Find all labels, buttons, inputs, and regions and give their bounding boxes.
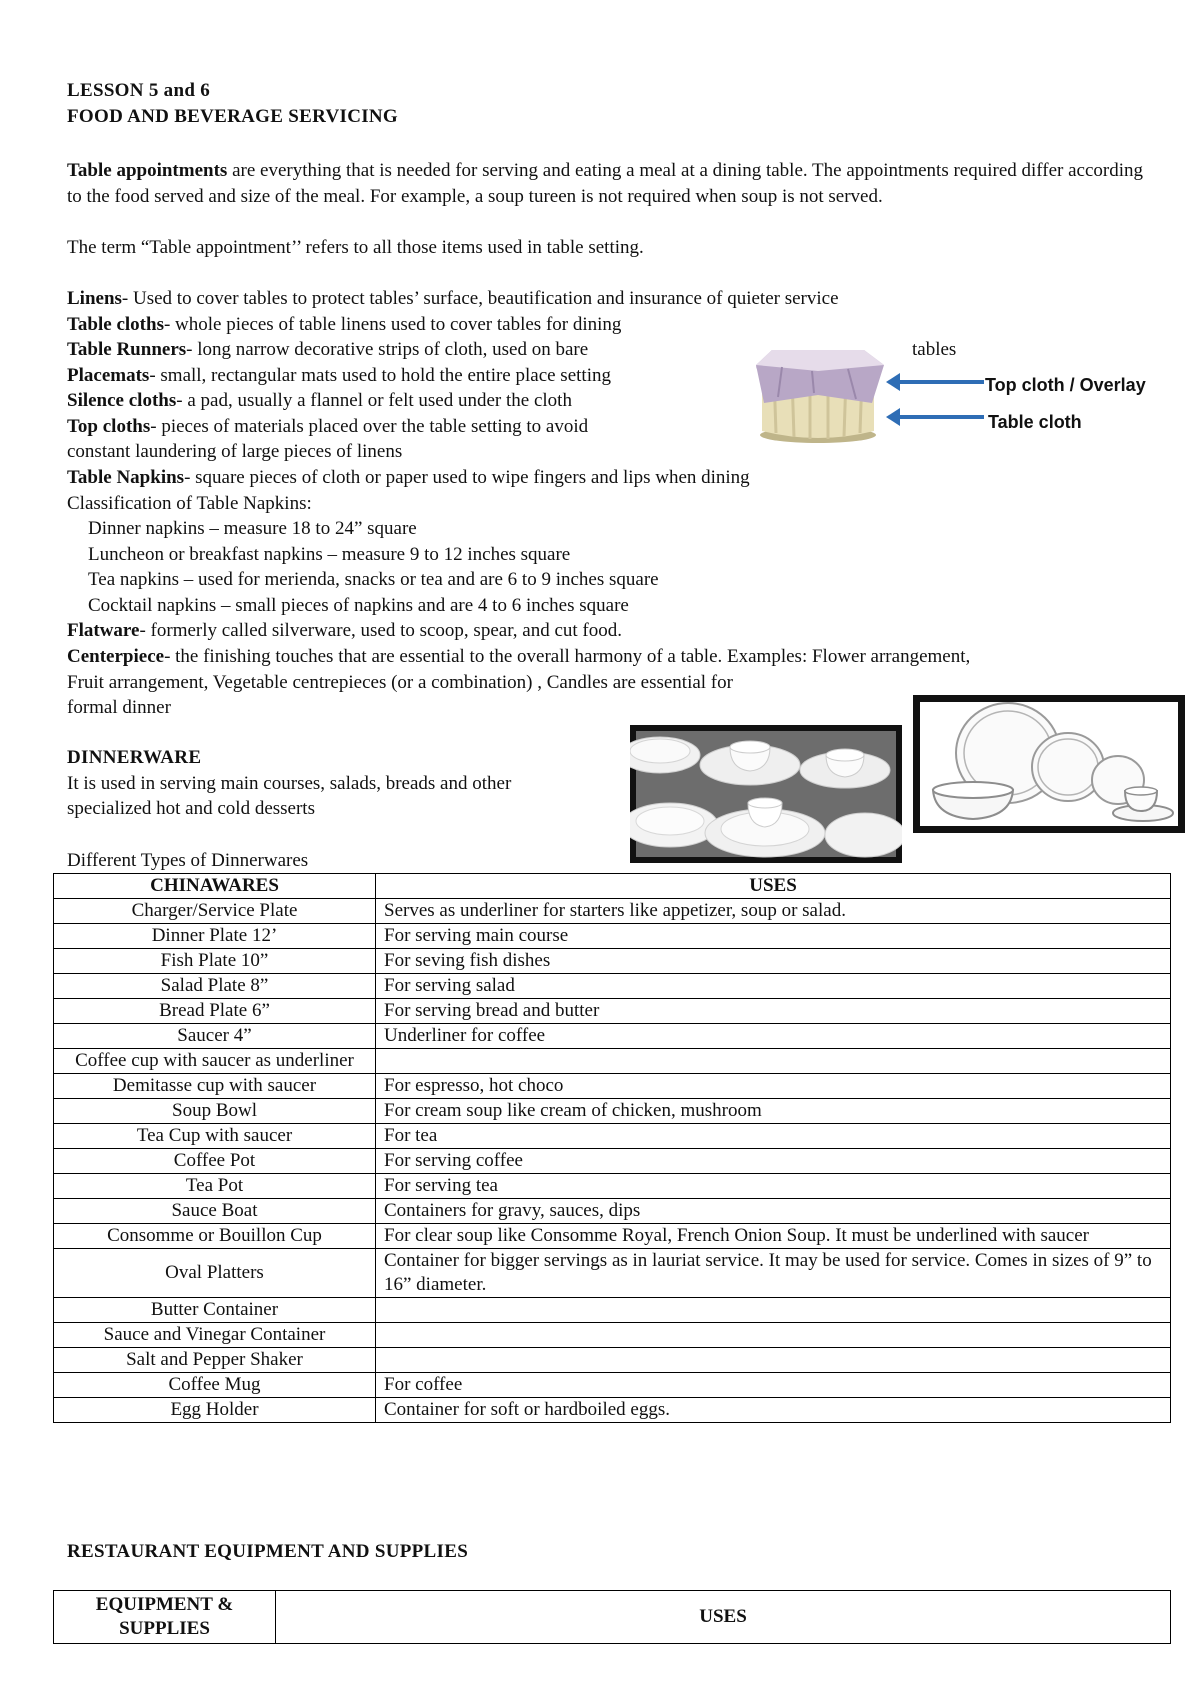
dinnerware-desc: It is used in serving main courses, salads, breads and other [67,773,512,794]
chinaware-name-cell: Egg Holder [54,1398,376,1423]
dinnerware-photo-2 [913,695,1185,833]
dinnerware-photo-1 [630,725,902,863]
table-row [54,1149,1171,1174]
chinaware-table [53,873,1171,1423]
chinaware-name-cell: Coffee cup with saucer as underliner [54,1049,376,1074]
chinaware-name-cell: Bread Plate 6” [54,999,376,1024]
lesson-subtitle: FOOD AND BEVERAGE SERVICING [67,106,399,127]
intro-line2: The term “Table appointment’’ refers to all those items used in table setting. [67,237,644,258]
def-centerpiece-cont: formal dinner [67,697,171,718]
def-table-napkins: Table Napkins- square pieces of cloth or paper used to wipe fingers and lips when dining [67,467,750,488]
chinaware-use-cell: For serving salad [376,974,1171,999]
equipment-table [53,1590,1171,1644]
chinaware-use-cell: For serving bread and butter [376,999,1171,1024]
def-linens: Linens- Used to cover tables to protect tables’ surface, beautification and insurance of quieter service [67,288,839,309]
chinaware-use-cell: For seving fish dishes [376,949,1171,974]
chinaware-use-cell: For serving tea [376,1174,1171,1199]
dinnerware-desc: specialized hot and cold desserts [67,798,315,819]
table-row [54,1049,1171,1074]
chinaware-name-cell: Oval Platters [54,1249,376,1298]
chinaware-name-cell: Butter Container [54,1298,376,1323]
table-row [54,1024,1171,1049]
def-centerpiece-cont: Fruit arrangement, Vegetable centrepieces (or a combination) , Candles are essential for [67,672,733,693]
chinaware-name-cell: Coffee Mug [54,1373,376,1398]
chinaware-use-cell: Container for soft or hardboiled eggs. [376,1398,1171,1423]
chinaware-name-cell: Charger/Service Plate [54,899,376,924]
def-centerpiece: Centerpiece- the finishing touches that are essential to the overall harmony of a table. Examples: Flower arrangement, [67,646,971,667]
chinaware-use-cell: Container for bigger servings as in lauriat service. It may be used for service. Comes in sizes of 9” to 16” diameter. [376,1249,1171,1298]
lesson-title: LESSON 5 and 6 [67,80,211,101]
table-cloth-illustration [752,345,892,445]
chinaware-name-cell: Demitasse cup with saucer [54,1074,376,1099]
intro-term: Table appointments [67,160,228,181]
label-top-cloth: Top cloth / Overlay [985,375,1146,395]
intro-paragraph [67,158,1157,209]
chinaware-name-cell: Tea Pot [54,1174,376,1199]
chinaware-use-cell: For espresso, hot choco [376,1074,1171,1099]
napkin-class-item: Dinner napkins – measure 18 to 24” square [88,518,417,539]
napkin-classification-heading: Classification of Table Napkins: [67,493,312,514]
table-row [54,1348,1171,1373]
table-row [54,1249,1171,1298]
table-row [54,1074,1171,1099]
chinaware-use-cell: For serving main course [376,924,1171,949]
chinaware-header-row [54,874,1171,899]
table-row [54,974,1171,999]
def-table-runners: Table Runners- long narrow decorative strips of cloth, used on bare [67,339,589,360]
napkin-class-item: Cocktail napkins – small pieces of napkins and are 4 to 6 inches square [88,595,629,616]
table-row [54,1224,1171,1249]
chinaware-use-cell [376,1298,1171,1323]
napkin-class-item: Tea napkins – used for merienda, snacks or tea and are 6 to 9 inches square [88,569,659,590]
chinaware-use-cell [376,1323,1171,1348]
dinnerware-types-label: Different Types of Dinnerwares [67,850,309,871]
def-flatware: Flatware- formerly called silverware, used to scoop, spear, and cut food. [67,620,622,641]
chinaware-name-cell: Dinner Plate 12’ [54,924,376,949]
chinaware-header-cell: USES [376,874,1171,899]
def-table-runners-tail: tables [912,339,957,360]
table-row [54,1099,1171,1124]
table-row [54,924,1171,949]
table-row [54,1199,1171,1224]
table-row [54,1298,1171,1323]
chinaware-use-cell: Containers for gravy, sauces, dips [376,1199,1171,1224]
table-row [54,899,1171,924]
table-row [54,1373,1171,1398]
chinaware-use-cell [376,1049,1171,1074]
chinaware-use-cell: For tea [376,1124,1171,1149]
table-row [54,999,1171,1024]
def-top-cloths-cont: constant laundering of large pieces of linens [67,441,403,462]
def-table-cloths: Table cloths- whole pieces of table linens used to cover tables for dining [67,314,622,335]
intro-text: are everything that is needed for serving and eating a meal at a dining table. The appointments required differ according to the food served and size of the meal. For example, a soup tureen is not required when soup is not served. [67,160,1144,207]
chinaware-use-cell [376,1348,1171,1373]
chinaware-name-cell: Coffee Pot [54,1149,376,1174]
def-top-cloths: Top cloths- pieces of materials placed over the table setting to avoid [67,416,589,437]
equipment-heading: RESTAURANT EQUIPMENT AND SUPPLIES [67,1541,469,1562]
chinaware-name-cell: Sauce Boat [54,1199,376,1224]
chinaware-use-cell: Serves as underliner for starters like appetizer, soup or salad. [376,899,1171,924]
equipment-header-row [54,1591,1171,1644]
table-row [54,949,1171,974]
chinaware-use-cell: For coffee [376,1373,1171,1398]
chinaware-use-cell: For clear soup like Consomme Royal, French Onion Soup. It must be underlined with saucer [376,1224,1171,1249]
chinaware-name-cell: Saucer 4” [54,1024,376,1049]
arrow-icons [884,370,984,430]
equipment-header-cell: USES [276,1591,1171,1644]
chinaware-name-cell: Tea Cup with saucer [54,1124,376,1149]
equipment-header-cell: EQUIPMENT & SUPPLIES [54,1591,276,1644]
table-row [54,1323,1171,1348]
dinnerware-heading: DINNERWARE [67,747,202,768]
arrow-top-cloth-icon [886,373,984,391]
def-placemats: Placemats- small, rectangular mats used to hold the entire place setting [67,365,611,386]
def-silence-cloths: Silence cloths- a pad, usually a flannel or felt used under the cloth [67,390,572,411]
chinaware-use-cell: For serving coffee [376,1149,1171,1174]
arrow-table-cloth-icon [886,408,984,426]
chinaware-name-cell: Salad Plate 8” [54,974,376,999]
napkin-class-item: Luncheon or breakfast napkins – measure 9 to 12 inches square [88,544,571,565]
chinaware-name-cell: Sauce and Vinegar Container [54,1323,376,1348]
chinaware-header-cell: CHINAWARES [54,874,376,899]
chinaware-name-cell: Soup Bowl [54,1099,376,1124]
chinaware-name-cell: Fish Plate 10” [54,949,376,974]
chinaware-use-cell: For cream soup like cream of chicken, mushroom [376,1099,1171,1124]
chinaware-name-cell: Salt and Pepper Shaker [54,1348,376,1373]
table-row [54,1124,1171,1149]
table-row [54,1174,1171,1199]
table-row [54,1398,1171,1423]
chinaware-name-cell: Consomme or Bouillon Cup [54,1224,376,1249]
label-table-cloth: Table cloth [988,412,1082,432]
chinaware-use-cell: Underliner for coffee [376,1024,1171,1049]
